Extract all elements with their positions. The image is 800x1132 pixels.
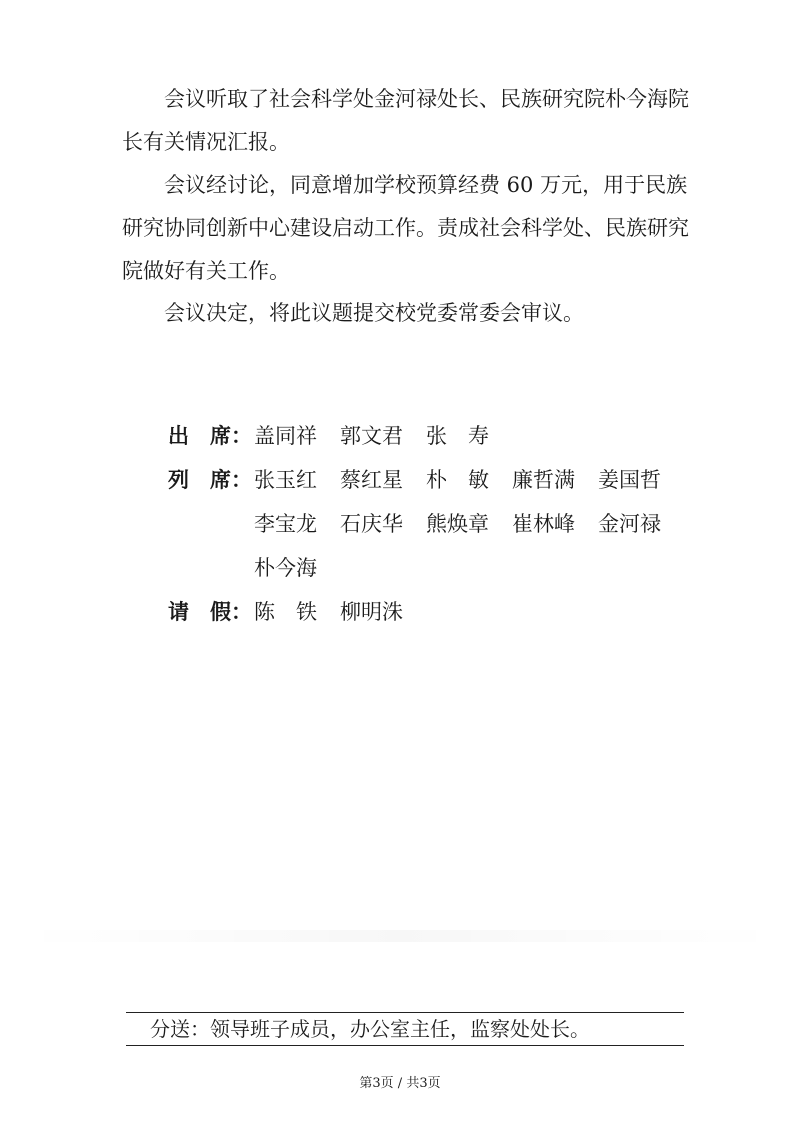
- attending-label: 列 席：: [168, 467, 252, 492]
- attendee-name: 张玉红: [254, 468, 317, 492]
- attendee-name: 柳明洙: [340, 600, 403, 624]
- attendee-name: 姜国哲: [598, 468, 661, 492]
- attendance-leave: [168, 590, 684, 634]
- distribution-rule-bottom: [126, 1045, 684, 1046]
- present-label: 出 席：: [168, 423, 252, 448]
- attendee-name: 崔林峰: [512, 512, 575, 536]
- attendance-present: [168, 414, 684, 458]
- body-paragraph-1: 会议听取了社会科学处金河禄处长、民族研究院朴今海院长有关情况汇报。: [122, 87, 689, 154]
- attendee-name: 熊焕章: [426, 512, 489, 536]
- scan-smudge: [20, 930, 780, 942]
- distribution-line: 分送：领导班子成员，办公室主任，监察处处长。: [150, 1017, 590, 1041]
- page-number: 第3页 / 共3页: [359, 1076, 441, 1091]
- attendee-name: 郭文君: [340, 424, 403, 448]
- leave-label: 请 假：: [168, 599, 252, 624]
- attending-names: [254, 458, 684, 590]
- attendee-name: 朴今海: [254, 556, 317, 580]
- attendee-name: 廉哲满: [512, 468, 575, 492]
- body-paragraph-3: 会议决定，将此议题提交校党委常委会审议。: [164, 301, 584, 325]
- attendee-name: 金河禄: [598, 512, 661, 536]
- attendance-attending: [168, 458, 684, 590]
- attendee-name: 陈 铁: [254, 600, 317, 624]
- attendee-name: 盖同祥: [254, 424, 317, 448]
- body-paragraph-2: 会议经讨论，同意增加学校预算经费 60 万元，用于民族研究协同创新中心建设启动工作。责成社会科学处、民族研究院做好有关工作。: [122, 173, 689, 283]
- present-names: [254, 414, 684, 458]
- leave-names: [254, 590, 684, 634]
- attendee-name: 朴 敏: [426, 468, 489, 492]
- attendee-name: 石庆华: [340, 512, 403, 536]
- attendee-name: 李宝龙: [254, 512, 317, 536]
- attendee-name: 张 寿: [426, 424, 489, 448]
- attendee-name: 蔡红星: [340, 468, 403, 492]
